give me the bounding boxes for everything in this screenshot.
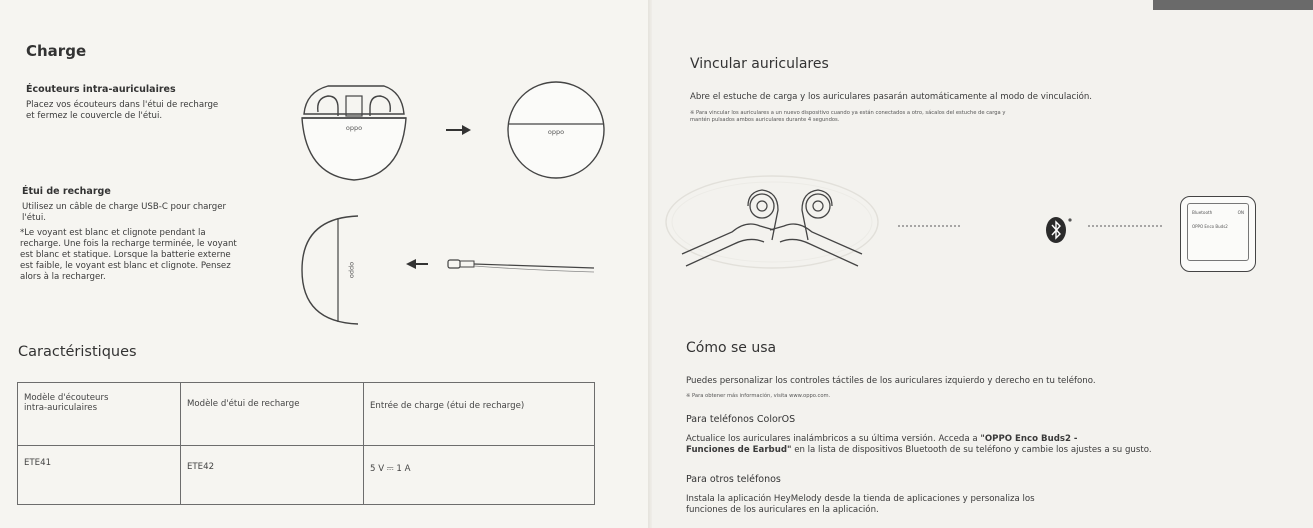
specs-table — [17, 382, 595, 505]
coloros-heading: Para teléfonos ColorOS — [686, 414, 796, 425]
device-name: OPPO Enco Buds2 — [1192, 224, 1228, 229]
right-page — [652, 0, 1313, 528]
other-text: Instala la aplicación HeyMelody desde la tienda de aplicaciones y personaliza los funciones de los auriculares en la aplicación. — [686, 494, 1035, 515]
pair-text: Abre el estuche de carga y los auriculares pasarán automáticamente al modo de vinculación. — [690, 92, 1093, 102]
earbuds-heading: Écouteurs intra-auriculaires — [26, 84, 176, 95]
phone-illustration — [1180, 196, 1256, 272]
charge-title: Charge — [26, 42, 87, 60]
features-title: Caractéristiques — [18, 344, 137, 360]
pair-title: Vincular auriculares — [690, 56, 829, 72]
oppo-logo: oppo — [547, 128, 565, 136]
earbuds-text: Placez vos écouteurs dans l'étui de recharge et fermez le couvercle de l'étui. — [26, 100, 219, 121]
table-header-cell: Entrée de charge (étui de recharge) — [364, 383, 595, 446]
pair-note: ※ Para vincular los auriculares a un nuevo dispositivo cuando ya están conectados a otro, sácalos del estuche de carga y mantén pulsados ambos auriculares durante 4 segundos. — [690, 110, 1006, 123]
oppo-logo: oppo — [345, 124, 363, 132]
other-heading: Para otros teléfonos — [686, 474, 781, 485]
use-title: Cómo se usa — [686, 340, 777, 356]
closed-case-illustration — [504, 78, 608, 182]
open-case-illustration — [298, 72, 410, 184]
table-header-row — [18, 383, 595, 446]
use-note: ※ Para obtener más información, visita www.oppo.com. — [686, 393, 831, 399]
bluetooth-toggle: ON — [1237, 210, 1244, 215]
bluetooth-icon — [1042, 214, 1076, 246]
case-heading: Étui de recharge — [22, 186, 111, 197]
table-header-cell: Modèle d'écouteurs intra-auriculaires — [18, 383, 181, 446]
use-text: Puedes personalizar los controles táctiles de los auriculares izquierdo y derecho en tu teléfono. — [686, 376, 1096, 386]
table-cell: 5 V ⎓ 1 A — [364, 446, 595, 505]
left-page — [0, 0, 650, 528]
arrow-right-icon — [444, 124, 472, 136]
table-row — [18, 446, 595, 505]
table-cell: ETE42 — [181, 446, 364, 505]
case-note: *Le voyant est blanc et clignote pendant la recharge. Une fois la recharge terminée, le voyant est blanc et statique. Lorsque la batterie externe est faible, le voyant est blanc et clignote. Pensez alors à la recharger. — [20, 228, 237, 282]
corner-tab — [1153, 0, 1313, 10]
table-header-cell: Modèle d'étui de recharge — [181, 383, 364, 446]
coloros-text: Actualice los auriculares inalámbricos a su última versión. Acceda a "OPPO Enco Buds2 - Funciones de Earbud" en la lista de dispositivos Bluetooth de su teléfono y cambie los ajustes a su gusto. — [686, 434, 1152, 455]
table-cell: ETE41 — [18, 446, 181, 505]
phone-screen — [1187, 203, 1249, 261]
case-text: Utilisez un câble de charge USB-C pour charger l'étui. — [22, 202, 227, 223]
bluetooth-setting-label: Bluetooth — [1192, 210, 1213, 215]
oppo-logo: oppo — [348, 261, 356, 279]
case-charging-illustration — [298, 214, 598, 326]
